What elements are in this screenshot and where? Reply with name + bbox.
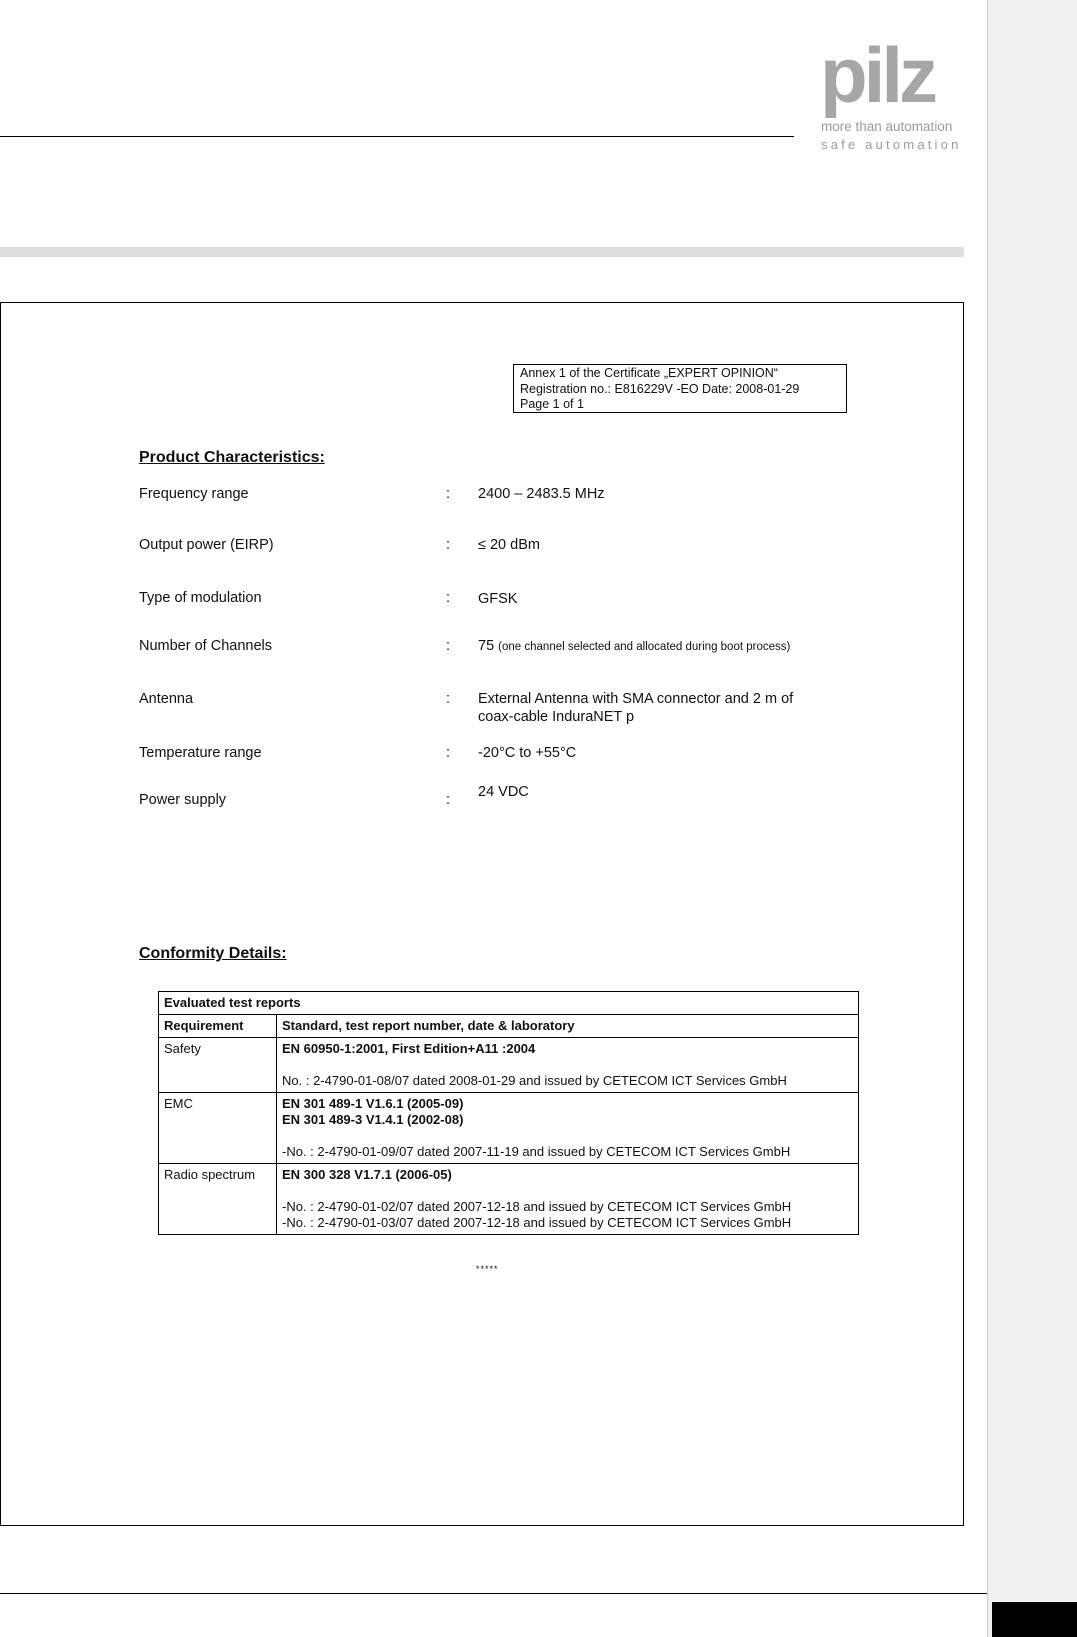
row-label-antenna: Antenna [139,691,194,707]
header-rule [0,136,794,137]
row-colon: : [446,486,451,502]
channels-count: 75 [478,638,495,654]
row-label-frequency: Frequency range [139,486,249,502]
logo-tagline-1: more than automation [821,119,953,134]
table-row [159,1038,859,1093]
requirement-cell: Radio spectrum [159,1164,277,1235]
report-line: -No. : 2-4790-01-03/07 dated 2007-12-18 and issued by CETECOM ICT Services GmbH [282,1215,792,1230]
requirement-cell: EMC [159,1093,277,1164]
row-colon: : [446,792,451,808]
requirement-cell: Safety [159,1038,277,1093]
standard-line: EN 300 328 V1.7.1 (2006-05) [282,1167,452,1182]
conformity-details-title: Conformity Details: [139,945,287,962]
row-label-temperature: Temperature range [139,745,262,761]
row-value-channels [478,637,790,656]
row-colon: : [446,590,451,606]
report-line: No. : 2-4790-01-08/07 dated 2008-01-29 and issued by CETECOM ICT Services GmbH [282,1073,787,1088]
standard-cell [277,1038,859,1093]
logo-tagline-2: safe automation [821,137,962,152]
annex-line-2: Registration no.: E816229V -EO Date: 2008-01-29 [520,381,800,396]
table-header-row [159,1015,859,1038]
end-mark: ***** [476,1264,499,1274]
row-label-power-supply: Power supply [139,792,227,808]
channels-note: (one channel selected and allocated during boot process) [498,641,791,653]
pilz-logo [820,31,966,156]
row-label-channels: Number of Channels [139,638,272,654]
product-characteristics-title: Product Characteristics: [139,449,325,466]
standard-line: EN 301 489-1 V1.6.1 (2005-09) [282,1096,464,1111]
annex-line-1: Annex 1 of the Certificate „EXPERT OPINION“ [520,366,778,380]
row-value-temperature: -20°C to +55°C [478,745,577,761]
page-number-tab [992,1602,1077,1637]
row-colon: : [446,691,451,707]
standard-cell [277,1164,859,1235]
row-label-modulation: Type of modulation [139,590,262,606]
row-colon: : [446,745,451,761]
row-value-output-power: ≤ 20 dBm [478,537,540,553]
section-bar [0,247,964,257]
row-colon: : [446,537,451,553]
report-line: -No. : 2-4790-01-02/07 dated 2007-12-18 and issued by CETECOM ICT Services GmbH [282,1199,792,1214]
table-title-row [159,992,859,1015]
page-edge-strip [987,0,1077,1637]
standard-line: EN 301 489-3 V1.4.1 (2002-08) [282,1112,464,1127]
annex-line-3: Page 1 of 1 [520,397,584,411]
row-value-power-supply: 24 VDC [478,784,529,800]
antenna-line-1: External Antenna with SMA connector and 2 m of [478,691,794,707]
row-colon: : [446,638,451,654]
standard-line: EN 60950-1:2001, First Edition+A11 :2004 [282,1041,536,1056]
header-requirement: Requirement [159,1015,277,1038]
table-title: Evaluated test reports [159,992,859,1015]
footer-rule [0,1593,987,1594]
test-reports-table [158,991,859,1235]
antenna-line-2: coax-cable InduraNET p [478,709,635,725]
logo-wordmark: pilz [820,31,934,119]
header-standard: Standard, test report number, date & laboratory [277,1015,859,1038]
row-value-modulation: GFSK [478,591,518,607]
row-value-frequency: 2400 – 2483.5 MHz [478,486,605,502]
report-line: -No. : 2-4790-01-09/07 dated 2007-11-19 and issued by CETECOM ICT Services GmbH [282,1144,791,1159]
row-label-output-power: Output power (EIRP) [139,537,274,553]
annex-box [513,364,847,413]
row-value-antenna [478,690,793,726]
table-row [159,1093,859,1164]
standard-cell [277,1093,859,1164]
table-row [159,1164,859,1235]
